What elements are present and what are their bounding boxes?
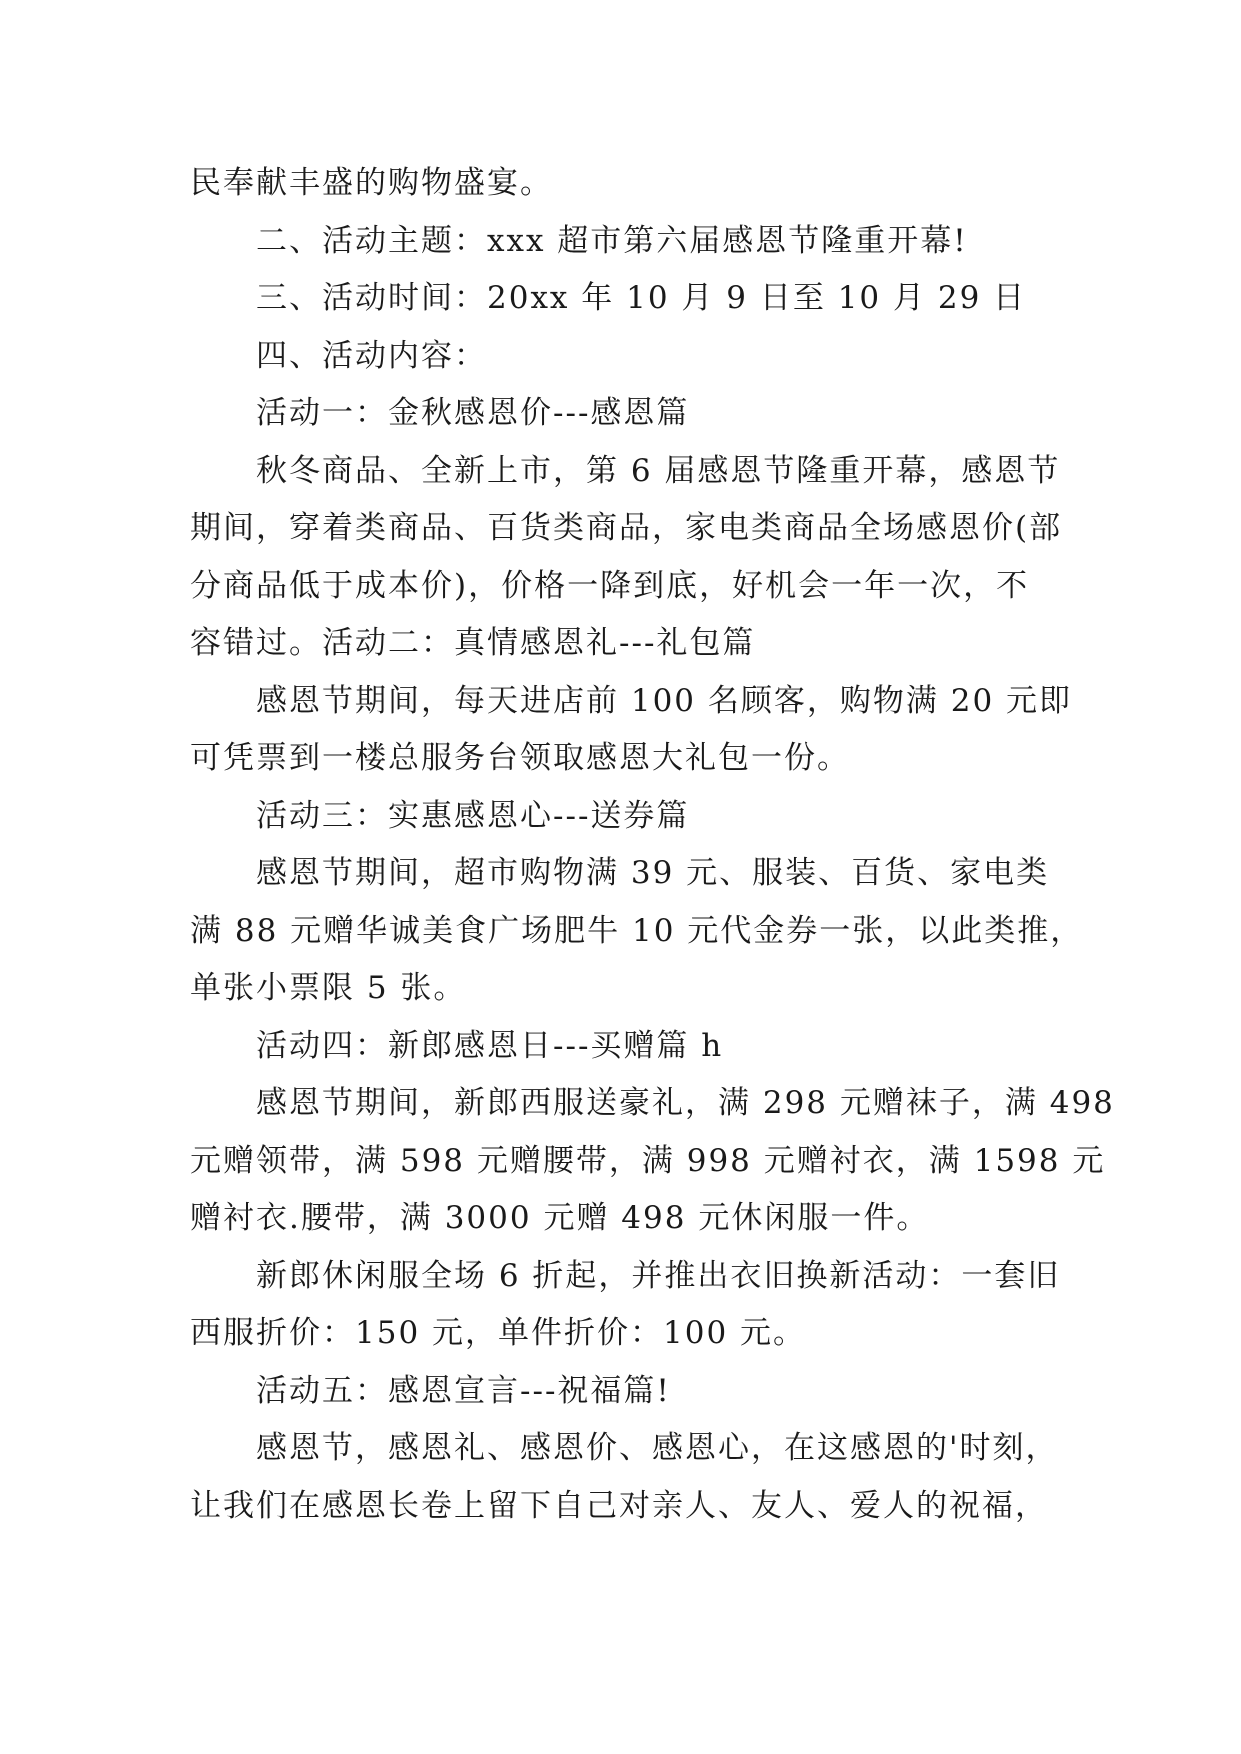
text-line: 期间，穿着类商品、百货类商品，家电类商品全场感恩价(部: [190, 510, 1063, 546]
text-line: 分商品低于成本价)，价格一降到底，好机会一年一次，不: [190, 567, 1030, 604]
text-line: 四、活动内容：: [256, 337, 487, 374]
text-line: 西服折价：150 元，单件折价：100 元。: [190, 1315, 807, 1351]
text-line: 活动五：感恩宣言---祝福篇!: [256, 1372, 671, 1409]
text-line: 感恩节期间，超市购物满 39 元、服装、百货、家电类: [256, 855, 1050, 891]
text-line: 活动四：新郎感恩日---买赠篇 h: [256, 1027, 724, 1064]
document-body: [190, 155, 1115, 1535]
text-line: 满 88 元赠华诚美食广场肥牛 10 元代金券一张，以此类推，: [190, 912, 1084, 949]
text-line: 赠衬衣.腰带，满 3000 元赠 498 元休闲服一件。: [190, 1200, 930, 1236]
text-line: 感恩节期间，每天进店前 100 名顾客，购物满 20 元即: [256, 682, 1073, 719]
text-line: 三、活动时间：20xx 年 10 月 9 日至 10 月 29 日: [256, 280, 1027, 316]
text-line: 单张小票限 5 张。: [190, 970, 467, 1006]
text-line: 秋冬商品、全新上市，第 6 届感恩节隆重开幕，感恩节: [256, 452, 1061, 489]
text-line: 可凭票到一楼总服务台领取感恩大礼包一份。: [190, 740, 850, 776]
text-line: 元赠领带，满 598 元赠腰带，满 998 元赠衬衣，满 1598 元: [190, 1142, 1106, 1179]
text-line: 新郎休闲服全场 6 折起，并推出衣旧换新活动：一套旧: [256, 1257, 1061, 1294]
text-line: 民奉献丰盛的购物盛宴。: [190, 165, 553, 201]
text-line: 活动三：实惠感恩心---送券篇: [256, 797, 690, 834]
text-line: 活动一：金秋感恩价---感恩篇: [256, 395, 690, 431]
text-line: 让我们在感恩长卷上留下自己对亲人、友人、爱人的祝福，: [190, 1487, 1048, 1524]
text-line: 感恩节期间，新郎西服送豪礼，满 298 元赠袜子，满 498: [256, 1085, 1115, 1121]
text-line: 二、活动主题：xxx 超市第六届感恩节隆重开幕!: [256, 222, 968, 259]
text-line: 容错过。活动二：真情感恩礼---礼包篇: [190, 625, 756, 661]
text-line: 感恩节，感恩礼、感恩价、感恩心，在这感恩的'时刻，: [256, 1430, 1059, 1466]
